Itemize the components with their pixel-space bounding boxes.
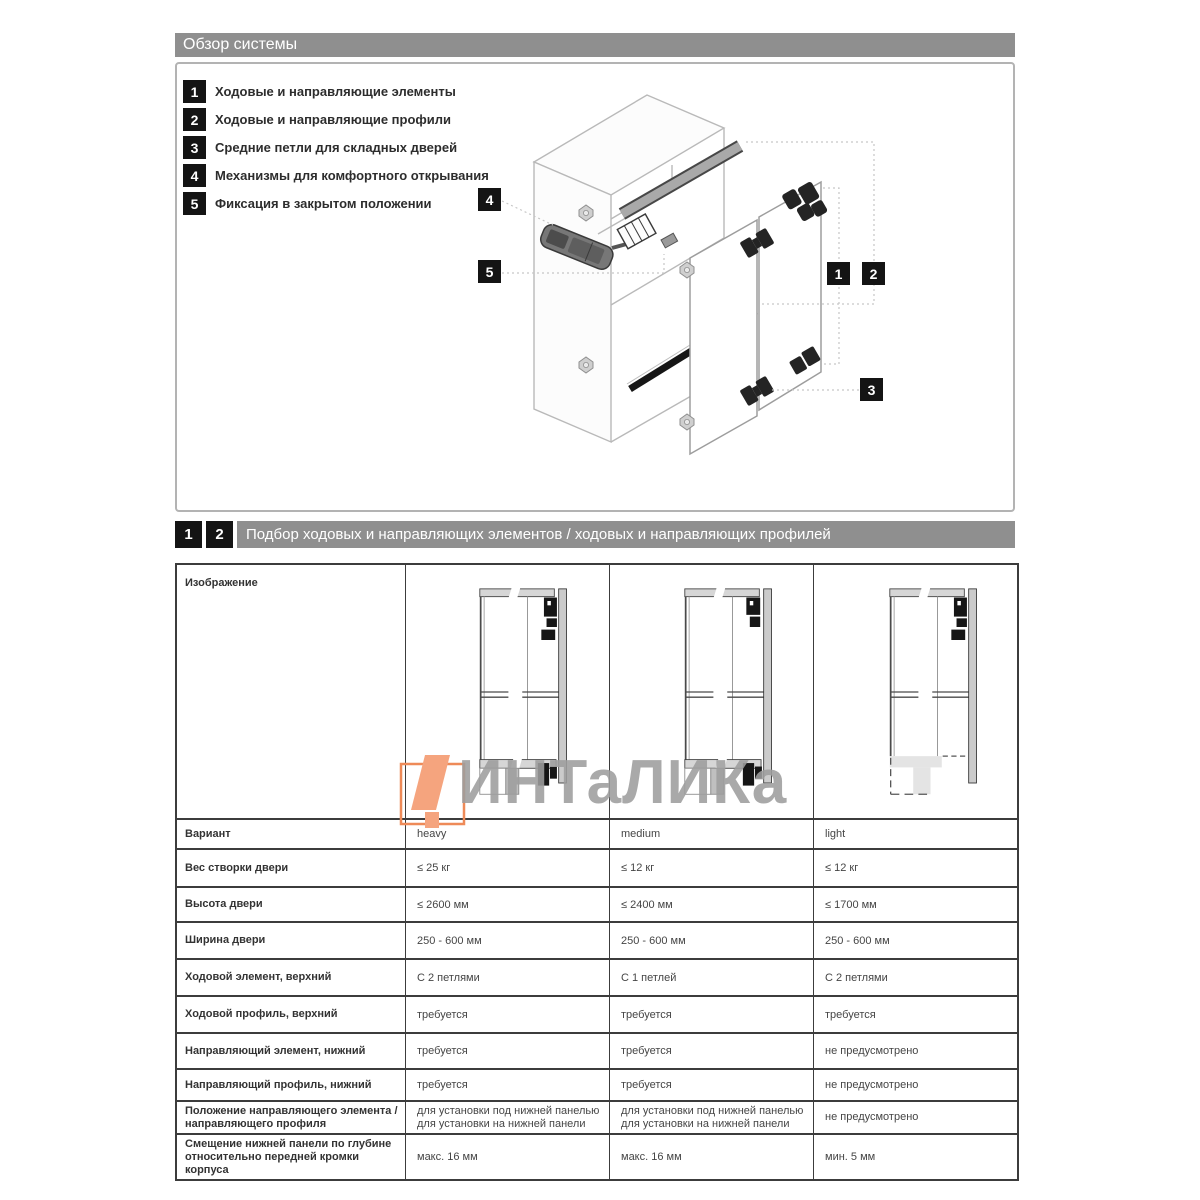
row-label: Высота двери <box>185 898 263 910</box>
overview-title-bar <box>175 33 1015 57</box>
cell-heavy: 250 - 600 мм <box>405 923 609 958</box>
cell-medium: С 1 петлей <box>609 960 813 995</box>
selection-title: Подбор ходовых и направляющих элементов / ходовых и направляющих профилей <box>246 526 831 543</box>
svg-text:4: 4 <box>485 192 494 208</box>
legend-badge-5: 5 <box>183 192 206 215</box>
svg-text:2: 2 <box>869 266 878 282</box>
table-row <box>177 958 1017 995</box>
diagram-callout-4 <box>478 188 501 211</box>
legend-label-4: Механизмы для комфортного открывания <box>215 168 489 183</box>
legend-badge-3: 3 <box>183 136 206 159</box>
cell-light: 250 - 600 мм <box>813 923 1017 958</box>
diagram-callout-2 <box>862 262 885 285</box>
drawing-medium <box>677 570 781 814</box>
table-row <box>177 886 1017 921</box>
cell-medium: требуется <box>609 997 813 1032</box>
cell-light: ≤ 1700 мм <box>813 888 1017 921</box>
table-row <box>177 1133 1017 1179</box>
row-label: Изображение <box>185 577 258 589</box>
cell-heavy: ≤ 25 кг <box>405 850 609 886</box>
cell-medium: ≤ 12 кг <box>609 850 813 886</box>
table-row <box>177 1032 1017 1068</box>
legend-label-1: Ходовые и направляющие элементы <box>215 84 456 99</box>
cell-light: мин. 5 мм <box>813 1135 1017 1179</box>
table-row <box>177 848 1017 886</box>
row-label: Направляющий профиль, нижний <box>185 1078 372 1091</box>
cell-medium: medium <box>609 820 813 848</box>
legend-label-5: Фиксация в закрытом положении <box>215 196 432 211</box>
closed-position-catch <box>661 233 678 248</box>
row-label: Ходовой элемент, верхний <box>185 971 332 983</box>
table-row <box>177 921 1017 958</box>
drawing-heavy <box>472 570 576 814</box>
cell-light: не предусмотрено <box>813 1034 1017 1068</box>
cell-light: light <box>813 820 1017 848</box>
drawing-light <box>882 570 986 814</box>
selection-section-header <box>175 521 1015 548</box>
ghost-bottom-panel <box>890 756 942 794</box>
cell-medium: 250 - 600 мм <box>609 923 813 958</box>
watermark-text: ИНТаЛИКа <box>458 748 788 817</box>
table-row <box>177 818 1017 848</box>
cell-heavy: требуется <box>405 997 609 1032</box>
cell-heavy: макс. 16 мм <box>405 1135 609 1179</box>
legend-label-2: Ходовые и направляющие профили <box>215 112 452 127</box>
cell-heavy: требуется <box>405 1070 609 1100</box>
cell-heavy: С 2 петлями <box>405 960 609 995</box>
svg-text:1: 1 <box>834 266 843 282</box>
row-label: Смещение нижней панели по глубине относительно передней кромки корпуса <box>185 1137 392 1176</box>
legend-label-3: Средние петли для складных дверей <box>215 140 458 155</box>
section-badge-2: 2 <box>206 521 233 548</box>
selection-title-bar <box>237 521 1015 548</box>
cell-medium: требуется <box>609 1070 813 1100</box>
cell-medium: требуется <box>609 1034 813 1068</box>
diagram-callout-5 <box>478 260 501 283</box>
cell-medium: ≤ 2400 мм <box>609 888 813 921</box>
cell-light: ≤ 12 кг <box>813 850 1017 886</box>
svg-text:3: 3 <box>867 382 876 398</box>
overview-title: Обзор системы <box>183 36 298 53</box>
cell-medium: для установки под нижней панелью для установки на нижней панели <box>609 1102 813 1133</box>
section-badge-1: 1 <box>175 521 202 548</box>
cell-light: С 2 петлями <box>813 960 1017 995</box>
row-label: Направляющий элемент, нижний <box>185 1044 366 1057</box>
diagram-callout-3 <box>860 378 883 401</box>
cell-light: не предусмотрено <box>813 1102 1017 1133</box>
diagram-callout-1 <box>827 262 850 285</box>
row-label: Положение направляющего элемента / направляющего профиля <box>185 1104 398 1130</box>
cell-heavy: heavy <box>405 820 609 848</box>
cell-heavy: для установки под нижней панелью для установки на нижней панели <box>405 1102 609 1133</box>
row-label: Вариант <box>185 827 231 840</box>
legend-badge-4: 4 <box>183 164 206 187</box>
cell-heavy: требуется <box>405 1034 609 1068</box>
legend-badge-2: 2 <box>183 108 206 131</box>
table-row <box>177 1100 1017 1133</box>
system-diagram <box>175 62 1015 512</box>
row-label: Ширина двери <box>185 934 266 946</box>
svg-text:5: 5 <box>485 264 494 280</box>
table-row <box>177 995 1017 1032</box>
cell-medium: макс. 16 мм <box>609 1135 813 1179</box>
cell-light: требуется <box>813 997 1017 1032</box>
table-row <box>177 1068 1017 1100</box>
cell-heavy: ≤ 2600 мм <box>405 888 609 921</box>
legend-badge-1: 1 <box>183 80 206 103</box>
cell-light: не предусмотрено <box>813 1070 1017 1100</box>
row-label: Вес створки двери <box>185 861 289 874</box>
row-label: Ходовой профиль, верхний <box>185 1008 338 1020</box>
